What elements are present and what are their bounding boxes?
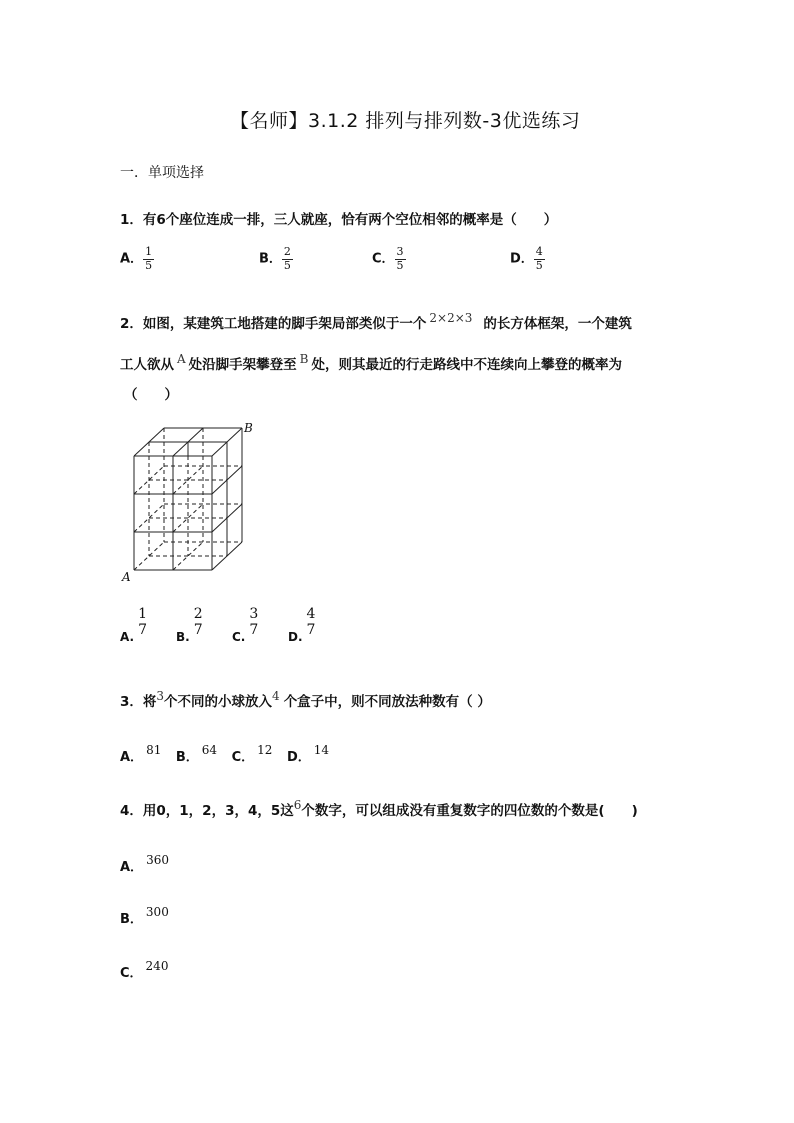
option-label: B．: [175, 750, 199, 765]
balls-count: 3: [156, 689, 165, 703]
option-label: D.: [288, 629, 303, 644]
option-label: D．: [510, 251, 534, 267]
option-label: A．: [120, 251, 144, 267]
page-title: 【名师】3.1.2 排列与排列数-3优选练习: [230, 110, 581, 132]
fraction: $\frac{2}{5}$: [283, 245, 291, 272]
fraction: $\frac{1}{5}$: [145, 245, 153, 272]
point-a-math: A: [177, 352, 186, 366]
question-4-text: 4．用0，1，2，3，4，5这6个数字，可以组成没有重复数字的四位数的个数是( ): [120, 798, 638, 819]
question-2-line-1: 2．如图，某建筑工地搭建的脚手架局部类似于一个 2×2×3 的长方体框架，一个建筑: [120, 311, 632, 332]
option-label: C．: [231, 750, 255, 765]
section-heading: 一．单项选择: [120, 165, 204, 181]
option-label: C．: [120, 966, 143, 981]
option-label: A．: [120, 860, 144, 875]
option-value: 81: [146, 743, 162, 757]
option-value: 300: [145, 905, 169, 919]
q1-option-b: [259, 246, 293, 272]
option-value: 14: [313, 743, 330, 757]
question-1-text: 1．有6个座位连成一排，三人就座，恰有两个空位相邻的概率是（ ）: [120, 212, 558, 228]
boxes-count: 4: [272, 689, 280, 703]
q1-option-a: [120, 246, 154, 272]
option-label: A．: [120, 750, 144, 765]
fraction: 3 7: [249, 606, 259, 639]
option-label: C．: [372, 251, 395, 267]
fraction: 4 7: [306, 606, 316, 639]
option-label: B．: [120, 912, 143, 927]
option-label: D．: [286, 750, 311, 765]
q4-option-b: [120, 905, 169, 927]
option-label: A.: [120, 629, 135, 644]
q2-option-c: [232, 606, 260, 644]
fraction: 2 7: [193, 606, 203, 639]
q2-option-b: [176, 606, 205, 644]
q4-option-c: [120, 959, 169, 981]
figure-label-b: B: [244, 421, 253, 435]
fraction: $\frac{4}{5}$: [535, 245, 543, 272]
point-b-math: B: [299, 352, 309, 366]
question-2-line-3: （ ）: [124, 387, 178, 403]
question-3-text: 3．将3个不同的小球放入4 个盒子中，则不同放法种数有（ ）: [120, 689, 491, 710]
option-value: 64: [201, 743, 218, 757]
option-label: C.: [232, 629, 246, 644]
question-2-line-2: 工人欲从 A 处沿脚手架攀登至 B 处，则其最近的行走路线中不连续向上攀登的概率为: [120, 352, 622, 373]
option-value: 12: [257, 743, 273, 757]
q4-option-a: [120, 853, 169, 875]
option-value: 360: [146, 853, 169, 867]
digit-count: 6: [293, 798, 302, 812]
option-value: 240: [145, 959, 169, 973]
q3-options: [120, 743, 330, 765]
q2-option-d: [288, 606, 317, 644]
fraction: 1 7: [138, 606, 147, 639]
q2-option-a: [120, 606, 149, 644]
dims-math: 2×2×3: [429, 311, 473, 325]
option-label: B.: [176, 629, 190, 644]
q1-option-d: [510, 246, 545, 272]
figure-label-a: A: [122, 570, 131, 584]
fraction: $\frac{3}{5}$: [396, 245, 404, 272]
q1-option-c: [372, 246, 406, 272]
option-label: B．: [259, 251, 282, 267]
scaffold-figure: [120, 418, 270, 588]
